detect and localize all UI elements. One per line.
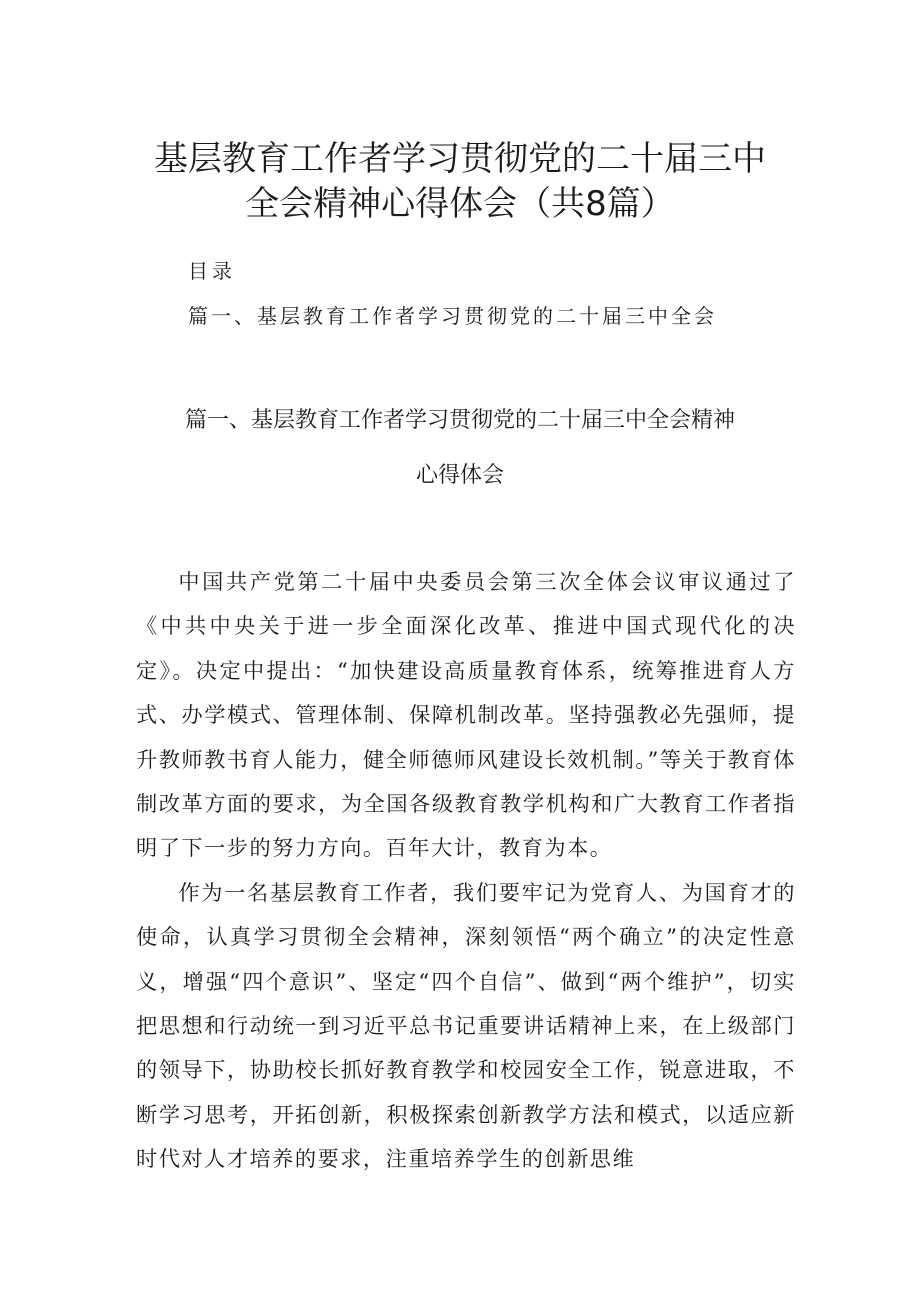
body-text: [136, 560, 796, 1182]
document-title-line-2: 全会精神心得体会（共8篇）: [245, 184, 675, 224]
body-paragraph: 中国共产党第二十届中央委员会第三次全体会议审议通过了《中共中央关于进一步全面深化改革、推进中国式现代化的决定》。决定中提出：“加快建设高质量教育体系，统筹推进育人方式、办学模式、管理体制、保障机制改革。坚持强教必先强师，提升教师教书育人能力，健全师德师风建设长效机制。”等关于教育体制改革方面的要求，为全国各级教育教学机构和广大教育工作者指明了下一步的努力方向。百年大计，教育为本。: [136, 569, 796, 861]
toc-item: 篇一、基层教育工作者学习贯彻党的二十届三中全会: [188, 304, 717, 328]
toc-label: 目录: [188, 259, 236, 283]
body-paragraph: 作为一名基层教育工作者，我们要牢记为党育人、为国育才的使命，认真学习贯彻全会精神，深刻领悟“两个确立”的决定性意义，增强“四个意识”、坚定“四个自信”、做到“两个维护”，切实把思想和行动统一到习近平总书记重要讲话精神上来，在上级部门的领导下，协助校长抓好教育教学和校园安全工作，锐意进取，不断学习思考，开拓创新，积极探索创新教学方法和模式，以适应新时代对人才培养的要求，注重培养学生的创新思维: [136, 879, 796, 1172]
section-title-line-2: 心得体会: [415, 463, 504, 488]
section-title-line-1: 篇一、基层教育工作者学习贯彻党的二十届三中全会精神: [184, 408, 735, 433]
document-title-line-1: 基层教育工作者学习贯彻党的二十届三中: [154, 139, 766, 179]
